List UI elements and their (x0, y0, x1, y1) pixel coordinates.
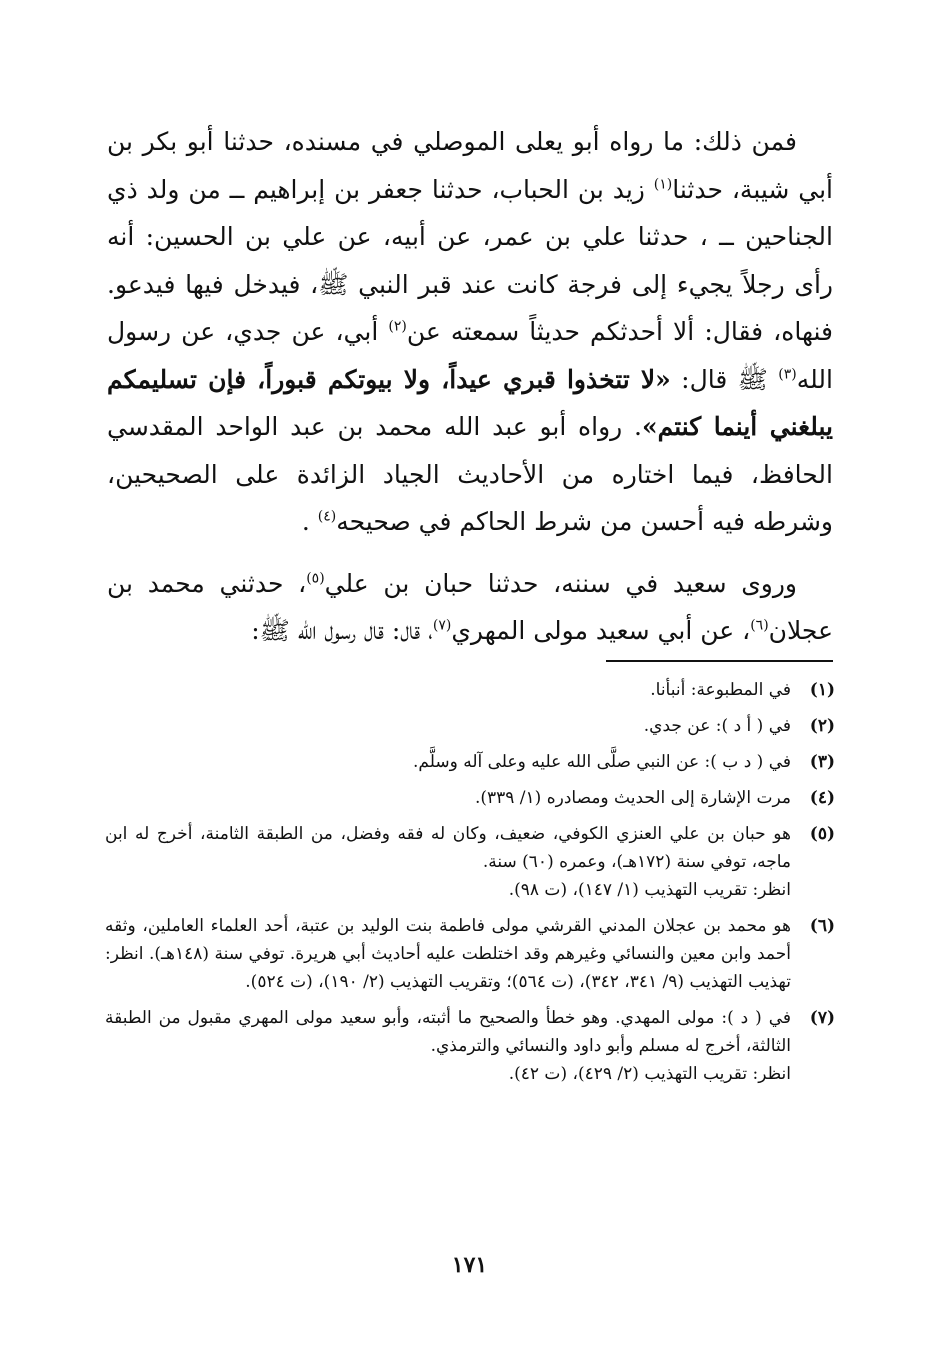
paragraph-1 (107, 118, 833, 546)
footnote-number: (٤) (809, 788, 835, 808)
footnote-body (105, 712, 791, 740)
footnote-separator (606, 660, 833, 662)
footnote-body (105, 912, 791, 996)
footnote-ref-4: (٤) (317, 508, 337, 525)
footnote-ref-1: (١) (653, 176, 673, 193)
page-number: ١٧١ (451, 1252, 488, 1278)
p2-text-1: وروى سعيد في سننه، حدثنا حبان بن علي (324, 568, 798, 598)
footnote-4 (105, 784, 835, 812)
footnotes (105, 676, 835, 1096)
footnote-line: هو محمد بن عجلان المدني القرشي مولى فاطمة بنت الوليد بن عتبة، أحد العلماء العاملين، وثقه أحمد وابن معين والنسائي وغيرهم وقد اختلطت عليه أحاديث أبي هريرة. توفي سنة (١٤٨هـ). انظر: تهذيب التهذيب (٩/ ٣٤١، ٣٤٢)، (ت ٥٦٤)؛ وتقريب التهذيب (٢/ ١٩٠)، (ت ٥٢٤). (105, 916, 791, 992)
footnote-2 (105, 712, 835, 740)
footnote-body (105, 1004, 791, 1088)
footnote-line: في المطبوعة: أنبأنا. (650, 680, 791, 700)
footnote-line: مرت الإشارة إلى الحديث ومصادره (١/ ٣٣٩). (474, 788, 791, 808)
footnote-line: في ( د ): مولى المهدي. وهو خطأ والصحيح ما أثبته، وأبو سعيد مولى المهري مقبول من الطبقة الثالثة، أخرج له مسلم وأبو داود والنسائي والترمذي. (105, 1008, 791, 1056)
footnote-number: (١) (809, 680, 835, 700)
p2-text-2: ، حدثني محمد بن عجلان (107, 568, 833, 645)
footnote-1 (105, 676, 835, 704)
footnote-number: (٢) (809, 716, 835, 736)
p2-text-3: ، عن أبي سعيد مولى المهري (451, 616, 751, 645)
footnote-body (105, 748, 791, 776)
footnote-number: (٧) (809, 1008, 835, 1028)
footnote-ref-2: (٢) (388, 318, 407, 335)
footnote-body (105, 784, 791, 812)
p1-text-3: أبي، عن جدي، عن رسول الله (107, 317, 833, 394)
footnote-line: في ( د ب ): عن النبي صلَّى الله عليه وعلى آله وسلَّم. (413, 752, 791, 772)
p1-text-1: فمن ذلك: ما رواه أبو يعلى الموصلي في مسنده، حدثنا أبو بكر بن أبي شيبة، حدثنا (107, 127, 833, 204)
footnote-ref-3: (٣) (778, 366, 797, 383)
footnote-line: انظر: تقريب التهذيب (١/ ١٤٧)، (ت ٩٨). (508, 880, 791, 900)
footnote-number: (٣) (809, 752, 835, 772)
footnote-ref-6: (٦) (750, 617, 769, 634)
footnote-line: انظر: تقريب التهذيب (٢/ ٤٢٩)، (ت ٤٢). (508, 1064, 791, 1084)
footnote-ref-7: (٧) (432, 617, 452, 634)
p1-text-5: . رواه أبو عبد الله محمد بن عبد الواحد المقدسي الحافظ، فيما اختاره من الأحاديث الجياد الزائدة على الصحيحين، وشرطه فيه أحسن من شرط الحاكم في صحيحه (107, 412, 833, 536)
footnote-5 (105, 820, 835, 904)
footnote-body (105, 820, 791, 904)
footnote-3 (105, 748, 835, 776)
hadith-quote: «لا تتخذوا قبري عيداً، ولا بيوتكم قبوراً، فإن تسليمكم يبلغني أينما كنتم» (107, 364, 833, 441)
footnote-6 (105, 912, 835, 996)
footnote-number: (٦) (809, 916, 835, 936)
paragraph-2 (107, 560, 833, 655)
footnote-ref-5: (٥) (306, 570, 325, 587)
footnote-body (105, 676, 791, 704)
footnote-line: هو حبان بن علي العنزي الكوفي، ضعيف، وكان له فقه وفضل، من الطبقة الثامنة، أخرج له ابن ماجه، توفي سنة (١٧٢هـ)، وعمره (٦٠) سنة. (105, 824, 791, 872)
footnote-line: في ( أ د ): عن جدي. (643, 716, 791, 736)
p2-text-4: ، قال: قال رسول الله ﷺ: (251, 616, 433, 645)
p1-text-6: . (301, 507, 318, 536)
p1-text-2: زيد بن الحباب، حدثنا جعفر بن إبراهيم ــ من ولد ذي الجناحين ــ ، حدثنا علي بن عمر، عن أبيه، عن علي بن الحسين: أنه رأى رجلاً يجيء إلى فرجة كانت عند قبر النبي ﷺ، فيدخل فيها فيدعو. فنهاه، فقال: ألا أحدثكم حديثاً سمعته عن (107, 174, 833, 346)
footnote-7 (105, 1004, 835, 1088)
footnote-number: (٥) (809, 824, 835, 844)
p1-text-4: ﷺ قال: (670, 364, 779, 394)
main-text (107, 118, 833, 655)
